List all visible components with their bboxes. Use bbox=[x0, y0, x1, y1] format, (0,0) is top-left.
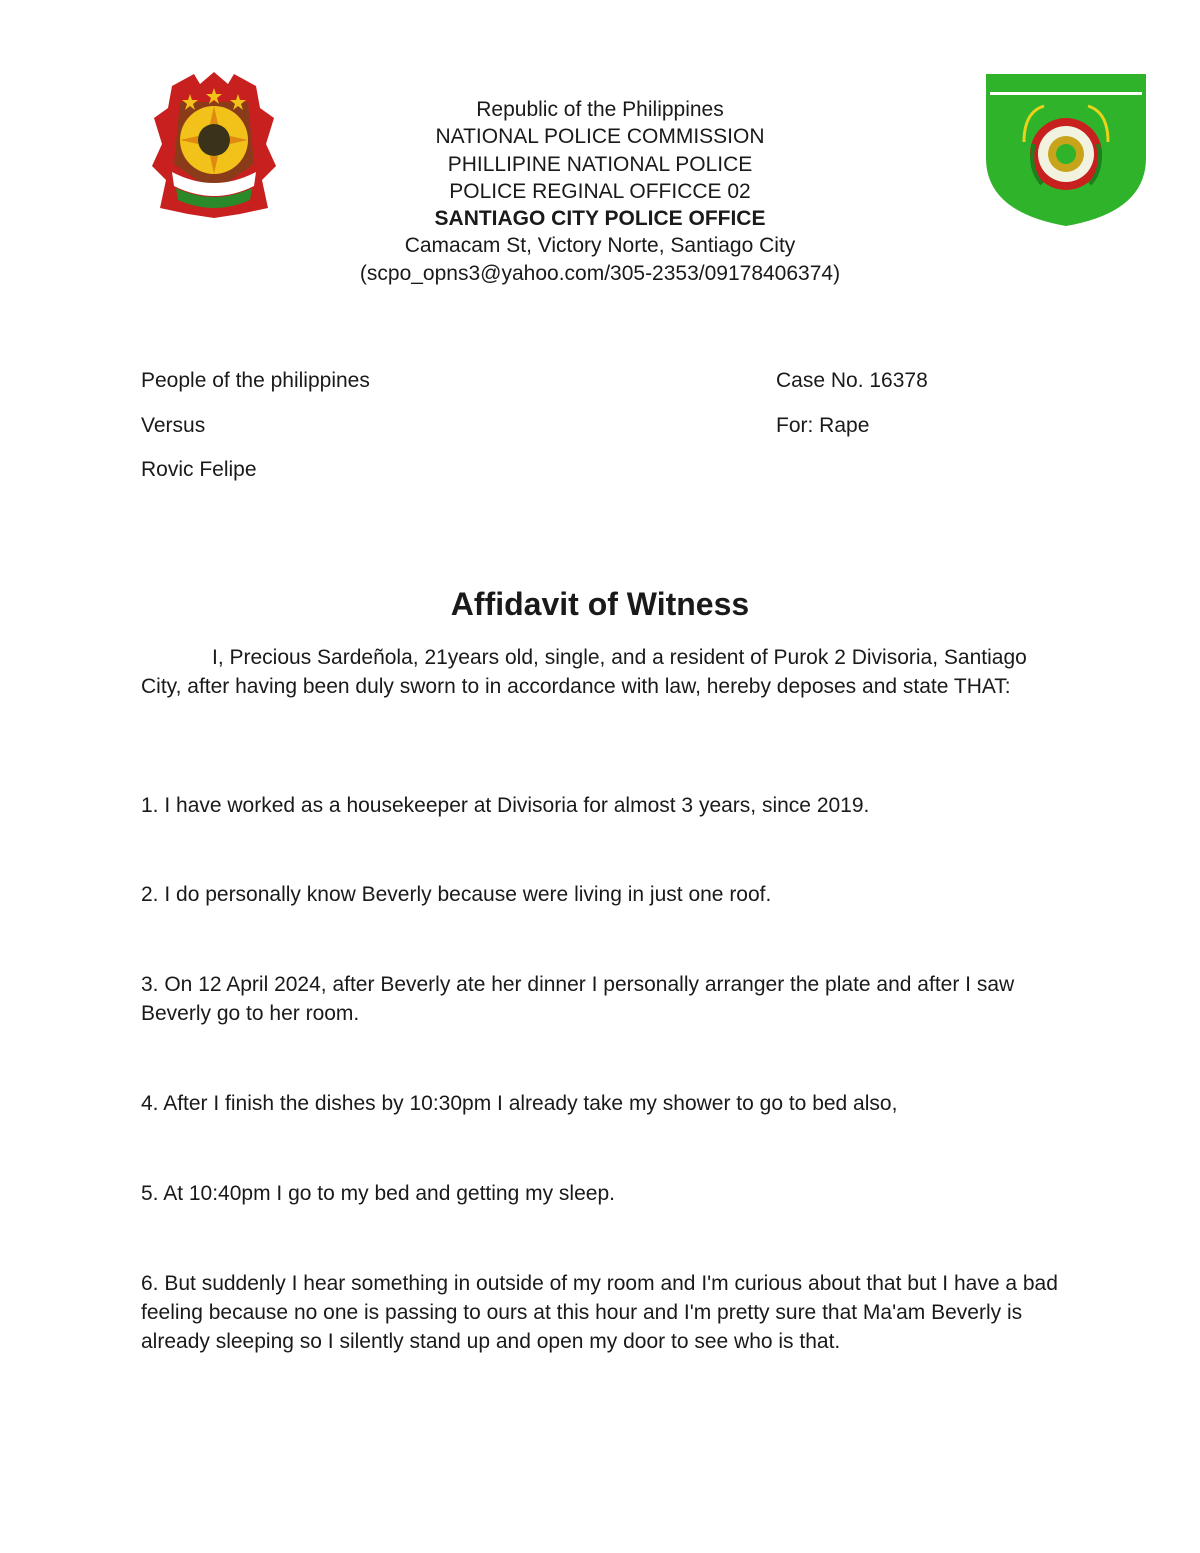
affidavit-item-1: 1. I have worked as a housekeeper at Divisoria for almost 3 years, since 2019. bbox=[141, 794, 870, 817]
letterhead-pnp: PHILLIPINE NATIONAL POLICE bbox=[447, 152, 753, 176]
letterhead-office-name: SANTIAGO CITY POLICE OFFICE bbox=[434, 207, 766, 231]
pnp-badge-logo bbox=[150, 68, 278, 220]
letterhead-regional-office: POLICE REGINAL OFFICCE 02 bbox=[449, 179, 751, 203]
affidavit-item-2: 2. I do personally know Beverly because were living in just one roof. bbox=[141, 883, 772, 906]
santiago-police-shield-icon bbox=[984, 72, 1148, 228]
caption-versus: Versus bbox=[141, 413, 206, 437]
pnp-badge-icon bbox=[150, 68, 278, 220]
letterhead-republic: Republic of the Philippines bbox=[476, 98, 724, 121]
document-title: Affidavit of Witness bbox=[450, 586, 750, 622]
affidavit-item-3: 3. On 12 April 2024, after Beverly ate her dinner I personally arranger the plate and after I saw Beverly go to her room. bbox=[141, 973, 1015, 1026]
affidavit-item-5: 5. At 10:40pm I go to my bed and getting my sleep. bbox=[141, 1182, 615, 1205]
affidavit-item-4: 4. After I finish the dishes by 10:30pm I already take my shower to go to bed also, bbox=[141, 1092, 898, 1115]
caption-plaintiff: People of the philippines bbox=[141, 369, 370, 392]
santiago-police-logo bbox=[984, 72, 1148, 228]
caption-accused: Rovic Felipe bbox=[141, 458, 257, 481]
affidavit-item-6: 6. But suddenly I hear something in outside of my room and I'm curious about that but I have a bad feeling because no one is passing to ours at this hour and I'm pretty sure that Ma'am Beverly is already sleeping so I silently stand up and open my door to see who is that. bbox=[141, 1272, 1058, 1354]
letterhead-napolcom: NATIONAL POLICE COMMISSION bbox=[435, 125, 765, 149]
case-caption-details bbox=[776, 359, 928, 448]
caption-charge: For: Rape bbox=[776, 413, 870, 437]
letterhead bbox=[300, 96, 900, 287]
caption-case-number: Case No. 16378 bbox=[776, 369, 928, 392]
affidavit-intro: I, Precious Sardeñola, 21years old, single, and a resident of Purok 2 Divisoria, Santiago City, after having been duly sworn to in accordance with law, hereby deposes and state THAT: bbox=[141, 646, 1027, 699]
case-caption-parties bbox=[141, 359, 370, 493]
letterhead-contact: (scpo_opns3@yahoo.com/305-2353/09178406374) bbox=[359, 261, 841, 285]
letterhead-address: Camacam St, Victory Norte, Santiago City bbox=[404, 234, 796, 258]
